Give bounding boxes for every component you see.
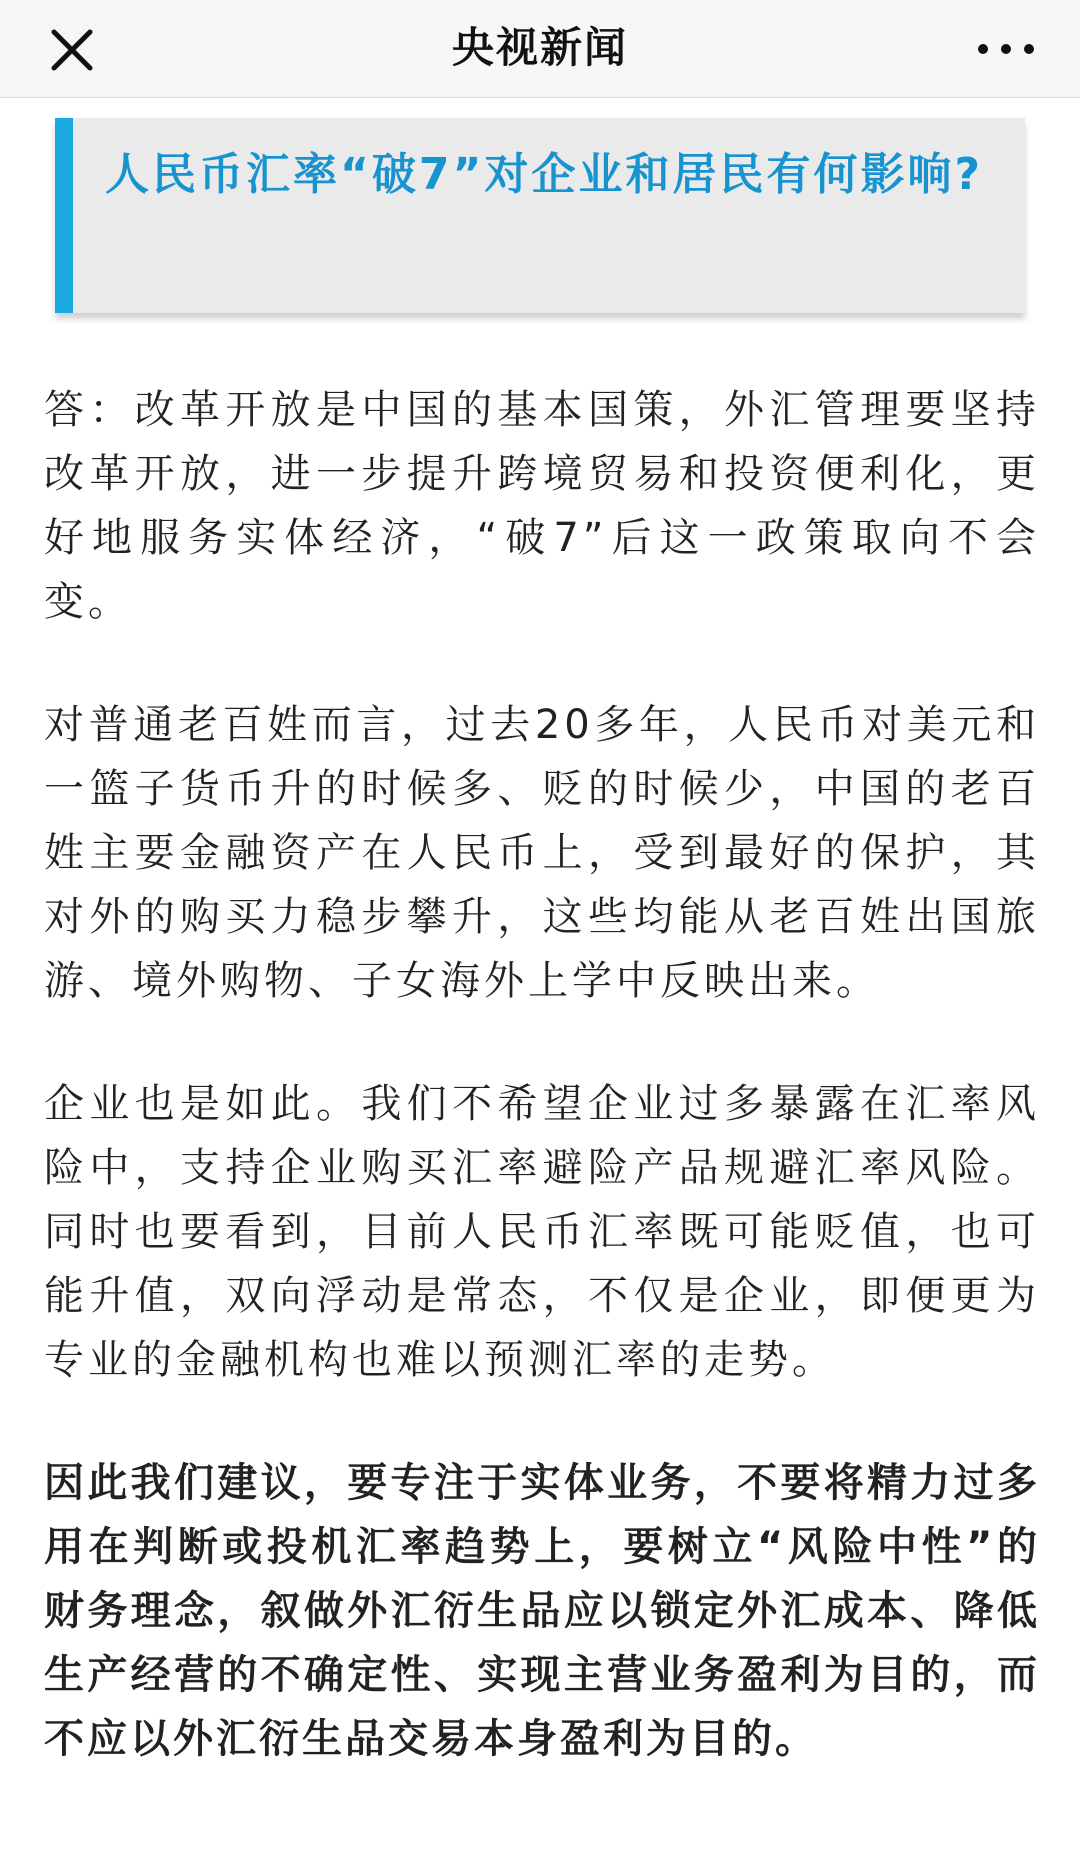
page-title: 央视新闻 [451,23,628,72]
headline-text: 人民币汇率“破7”对企业和居民有何影响? [105,149,983,200]
nav-bar [0,0,1080,98]
article-paragraph: 答：改革开放是中国的基本国策，外汇管理要坚持改革开放，进一步提升跨境贸易和投资便利化，更好地服务实体经济，“破7”后这一政策取向不会变。 [44,387,1040,625]
article-paragraph: 对普通老百姓而言，过去20多年，人民币对美元和一篮子货币升的时候多、贬的时候少，中国的老百姓主要金融资产在人民币上，受到最好的保护，其对外的购买力稳步攀升，这些均能从老百姓出国旅游、境外购物、子女海外上学中反映出来。 [44,702,1040,1004]
article-paragraph-emphasis: 因此我们建议，要专注于实体业务，不要将精力过多用在判断或投机汇率趋势上，要树立“风险中性”的财务理念，叙做外汇衍生品应以锁定外汇成本、降低生产经营的不确定性、实现主营业务盈利为目的，而不应以外汇衍生品交易本身盈利为目的。 [44,1460,1040,1762]
headline-box [55,118,1025,313]
close-icon [42,20,102,80]
article-paragraph: 企业也是如此。我们不希望企业过多暴露在汇率风险中，支持企业购买汇率避险产品规避汇率风险。同时也要看到，目前人民币汇率既可能贬值，也可能升值，双向浮动是常态，不仅是企业，即便更为专业的金融机构也难以预测汇率的走势。 [44,1081,1040,1383]
article-body [44,378,1040,1830]
headline-accent-bar [55,118,73,313]
more-button[interactable] [976,28,1036,72]
close-button[interactable] [42,20,102,80]
